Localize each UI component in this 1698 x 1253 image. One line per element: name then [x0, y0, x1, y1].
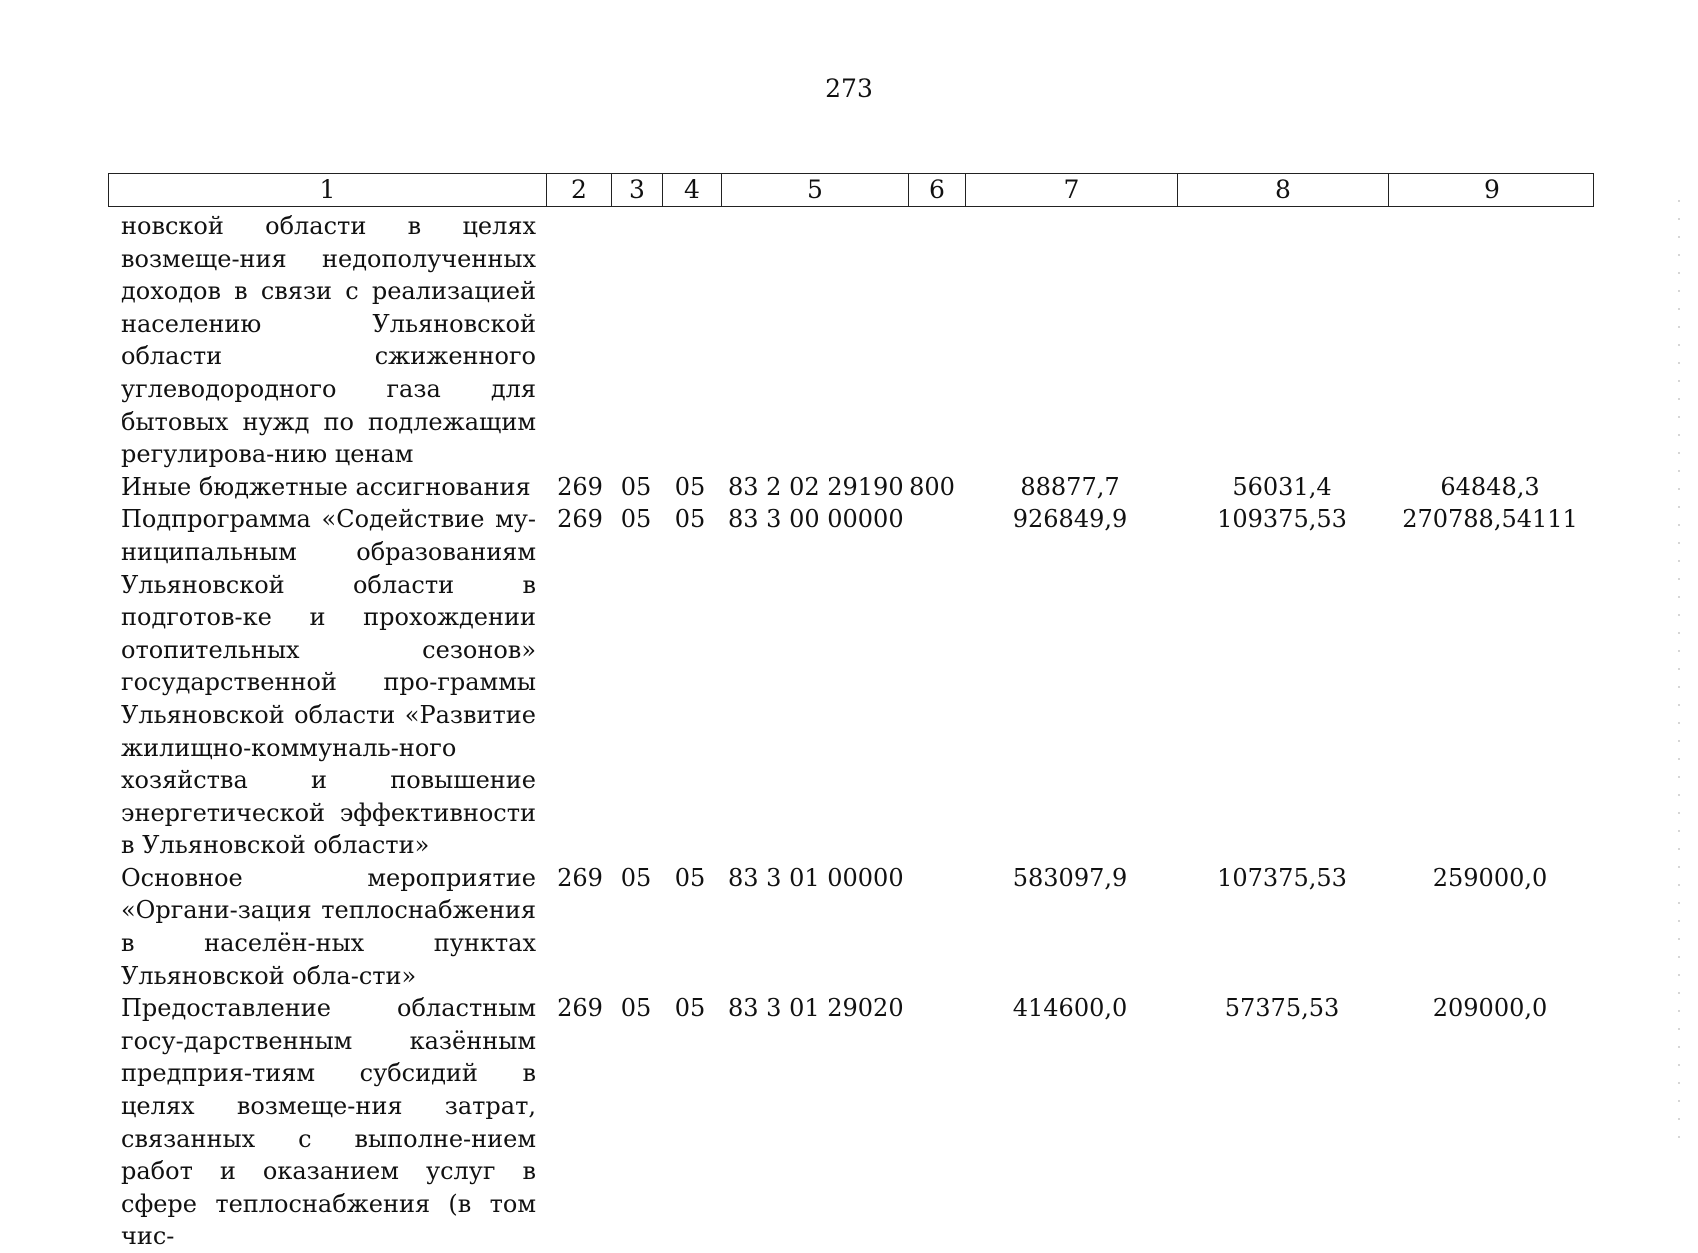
row-description: Иные бюджетные ассигнования — [121, 472, 531, 501]
cell-expense-type: 800 — [909, 472, 955, 501]
column-header-9: 9 — [1484, 175, 1500, 204]
cell-target-article: 83 2 02 29190 — [728, 472, 904, 501]
cell-section: 05 — [620, 994, 652, 1023]
cell-amount-7: 583097,9 — [1012, 863, 1128, 892]
cell-amount-7: 88877,7 — [1020, 472, 1120, 501]
cell-amount-9: 259000,0 — [1432, 863, 1548, 892]
cell-amount-9: 64848,3 — [1440, 472, 1540, 501]
cell-subsection: 05 — [674, 994, 706, 1023]
column-header-6: 6 — [909, 174, 966, 206]
table-row — [0, 503, 1698, 862]
cell-ministry-code: 269 — [557, 472, 603, 501]
cell-amount-9: 270788,54111 — [1402, 505, 1578, 534]
cell-section: 05 — [620, 505, 652, 534]
table-row — [0, 210, 1698, 471]
cell-target-article: 83 3 01 29020 — [728, 994, 904, 1023]
row-description: Основное мероприятие «Органи-зация теплоснабжения в населён-ных пунктах Ульяновской обла-сти» — [121, 863, 536, 990]
table-row — [0, 471, 1698, 504]
column-header-2: 2 — [547, 174, 612, 206]
cell-amount-8: 107375,53 — [1217, 863, 1347, 892]
cell-amount-7: 926849,9 — [1012, 505, 1128, 534]
table-row — [0, 862, 1698, 992]
cell-target-article: 83 3 00 00000 — [728, 505, 904, 534]
column-header-4: 4 — [663, 174, 722, 206]
column-header-row — [108, 173, 1594, 207]
column-header-3: 3 — [612, 174, 663, 206]
column-header-7: 7 — [966, 174, 1178, 206]
scan-edge-artifact — [1678, 200, 1680, 1140]
table-body — [0, 210, 1698, 1253]
row-description: Подпрограмма «Содействие му-ниципальным образованиям Ульяновской области в подготов-ке и прохождении отопительных сезонов» государственной про-граммы Ульяновской области «Развитие жилищно-коммуналь-ного хозяйства и повышение энергетической эффективности в Ульяновской области» — [121, 505, 536, 860]
cell-ministry-code: 269 — [557, 994, 603, 1023]
table-row — [0, 992, 1698, 1253]
cell-amount-9: 209000,0 — [1432, 994, 1548, 1023]
cell-amount-7: 414600,0 — [1012, 994, 1128, 1023]
cell-ministry-code: 269 — [557, 863, 603, 892]
row-description: новской области в целях возмеще-ния недополученных доходов в связи с реализацией населению Ульяновской области сжиженного углеводородного газа для бытовых нужд по подлежащим регулирова-нию ценам — [121, 212, 536, 469]
cell-ministry-code: 269 — [557, 505, 603, 534]
page-number: 273 — [825, 74, 873, 103]
column-header-8: 8 — [1178, 174, 1389, 206]
row-description: Предоставление областным госу-дарственным казённым предприя-тиям субсидий в целях возмеще-ния затрат, связанных с выполне-нием работ и оказанием услуг в сфере теплоснабжения (в том чис- — [121, 994, 536, 1251]
cell-subsection: 05 — [674, 472, 706, 501]
cell-amount-8: 109375,53 — [1217, 505, 1347, 534]
cell-subsection: 05 — [674, 863, 706, 892]
column-header-5: 5 — [722, 174, 909, 206]
cell-amount-8: 56031,4 — [1232, 472, 1332, 501]
cell-section: 05 — [620, 863, 652, 892]
cell-target-article: 83 3 01 00000 — [728, 863, 904, 892]
cell-amount-8: 57375,53 — [1224, 994, 1340, 1023]
cell-subsection: 05 — [674, 505, 706, 534]
column-header-1: 1 — [109, 174, 547, 206]
cell-section: 05 — [620, 472, 652, 501]
